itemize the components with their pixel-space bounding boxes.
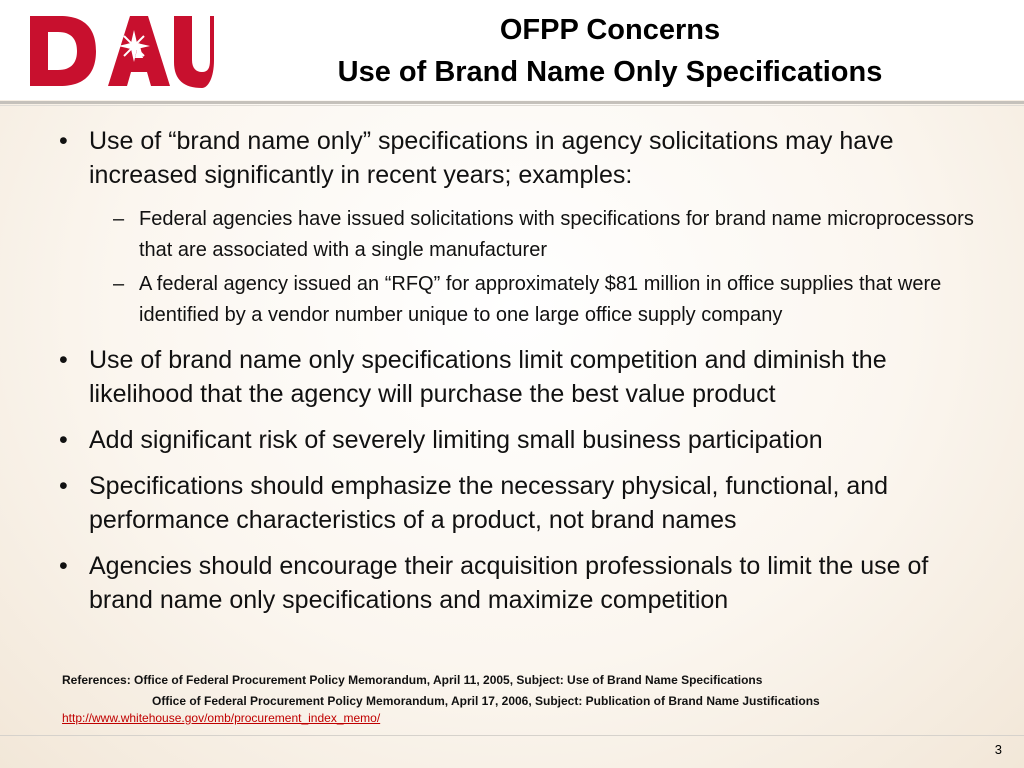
bullet-mark: • bbox=[59, 552, 68, 580]
bullet-text: Specifications should emphasize the necessary physical, functional, and performance characteristics of a product, not brand names bbox=[89, 472, 889, 534]
sub-bullet-item bbox=[56, 204, 976, 266]
bullet-text: Use of brand name only specifications limit competition and diminish the likelihood that the agency will purchase the best value product bbox=[89, 346, 887, 408]
bullet-mark: • bbox=[59, 127, 68, 155]
reference-line-2: Office of Federal Procurement Policy Memorandum, April 17, 2006, Subject: Publication of Brand Name Justifications bbox=[152, 694, 820, 708]
slide-title-line2: Use of Brand Name Only Specifications bbox=[337, 56, 883, 88]
bullet-text: Use of “brand name only” specifications in agency solicitations may have increased significantly in recent years; examples: bbox=[89, 127, 894, 189]
footer-divider bbox=[0, 735, 1024, 736]
bullet-item bbox=[56, 469, 976, 537]
slide-header bbox=[0, 0, 1024, 100]
bullet-mark: • bbox=[59, 426, 68, 454]
header-divider bbox=[0, 101, 1024, 104]
sub-bullet-mark: – bbox=[113, 273, 125, 295]
bullet-text: Agencies should encourage their acquisition professionals to limit the use of brand name only specifications and maximize competition bbox=[89, 552, 929, 614]
header-divider-thin bbox=[0, 105, 1024, 106]
sub-bullet-item bbox=[56, 269, 976, 331]
page-number: 3 bbox=[994, 742, 1002, 757]
bullet-text: Add significant risk of severely limiting small business participation bbox=[89, 426, 823, 454]
bullet-list bbox=[56, 124, 976, 629]
bullet-item bbox=[56, 549, 976, 617]
bullet-item bbox=[56, 423, 976, 457]
sub-bullet-list bbox=[56, 204, 976, 331]
bullet-mark: • bbox=[59, 346, 68, 374]
sub-bullet-text: Federal agencies have issued solicitations with specifications for brand name microprocessors that are associated with a single manufacturer bbox=[139, 208, 974, 261]
reference-line-1: References: Office of Federal Procurement Policy Memorandum, April 11, 2005, Subject: Use of Brand Name Specifications bbox=[62, 673, 763, 687]
slide-title-line1: OFPP Concerns bbox=[499, 14, 721, 46]
bullet-item bbox=[56, 343, 976, 411]
bullet-mark: • bbox=[59, 472, 68, 500]
reference-link[interactable]: http://www.whitehouse.gov/omb/procurement_index_memo/ bbox=[62, 711, 381, 725]
bullet-item bbox=[56, 124, 976, 192]
sub-bullet-mark: – bbox=[113, 208, 125, 230]
references bbox=[62, 670, 820, 712]
dau-logo bbox=[26, 12, 214, 90]
sub-bullet-text: A federal agency issued an “RFQ” for approximately $81 million in office supplies that were identified by a vendor number unique to one large office supply company bbox=[139, 273, 942, 326]
